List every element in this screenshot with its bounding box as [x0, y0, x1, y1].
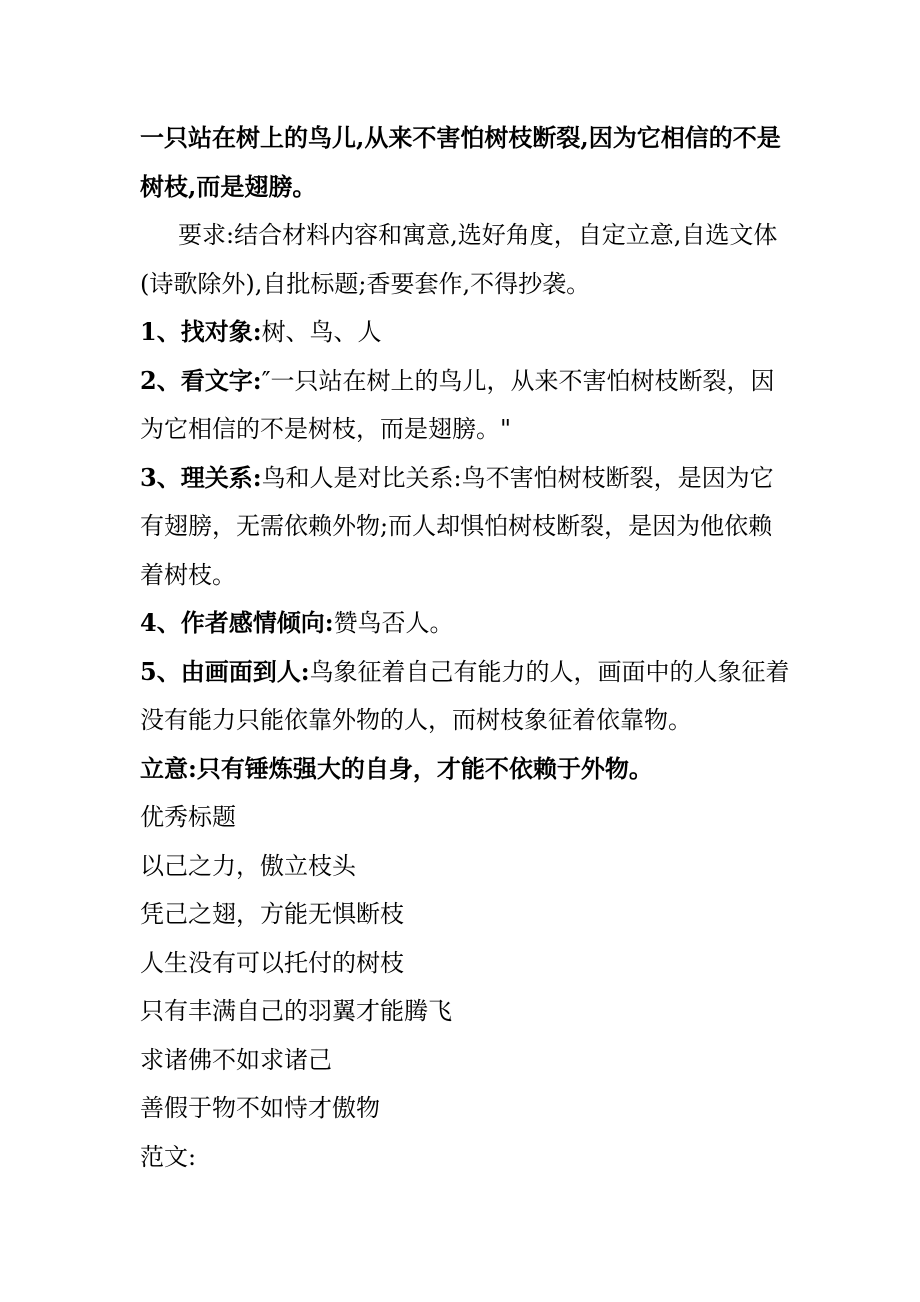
document-body — [140, 114, 790, 1181]
title-item: 人生没有可以托付的树枝 — [140, 948, 404, 977]
step-2-label: 2、看文字: — [140, 365, 262, 395]
step-3-text: 鸟和人是对比关系:鸟不害怕树枝断裂，是因为它有翅膀，无需依赖外物;而人却惧怕树枝断裂，是因为他依赖着树枝。 — [140, 463, 774, 589]
title-item: 只有丰满自己的羽翼才能腾飞 — [140, 997, 452, 1025]
step-4-label: 4、作者感情倾向: — [140, 608, 334, 637]
step-4-text: 赞鸟否人。 — [333, 609, 454, 637]
step-3 — [140, 454, 790, 600]
step-1-text: 树、鸟、人 — [261, 318, 382, 346]
material-paragraph: 一只站在树上的鸟儿,从来不害怕树枝断裂,因为它相信的不是树枝,而是翅膀。 — [140, 123, 781, 201]
theme-paragraph: 立意:只有锤炼强大的自身，才能不依赖于外物。 — [140, 753, 653, 783]
titles-heading: 优秀标题 — [140, 803, 236, 831]
step-2 — [140, 357, 790, 454]
step-4 — [140, 599, 790, 648]
title-item: 求诸佛不如求诸己 — [140, 1045, 332, 1074]
step-5 — [140, 648, 790, 745]
step-1-label: 1、找对象: — [140, 317, 262, 346]
step-1 — [140, 308, 790, 357]
sample-essay-heading: 范文: — [140, 1142, 197, 1171]
title-item: 凭己之翅，方能无惧断枝 — [140, 900, 404, 928]
step-5-label: 5、由画面到人: — [140, 656, 310, 686]
step-3-label: 3、理关系: — [140, 462, 262, 492]
step-2-text: ″一只站在树上的鸟儿，从来不害怕树枝断裂，因为它相信的不是树枝，而是翅膀。" — [140, 366, 775, 443]
title-item: 以己之力，傲立枝头 — [140, 851, 356, 880]
requirement-paragraph: 要求:结合材料内容和寓意,选好角度，自定立意,自选文体(诗歌除外),自批标题;香要套作,不得抄袭。 — [140, 221, 778, 298]
step-5-text: 鸟象征着自己有能力的人，画面中的人象征着没有能力只能依靠外物的人，而树枝象征着依靠物。 — [140, 657, 790, 734]
title-item: 善假于物不如恃才傲物 — [140, 1094, 380, 1122]
